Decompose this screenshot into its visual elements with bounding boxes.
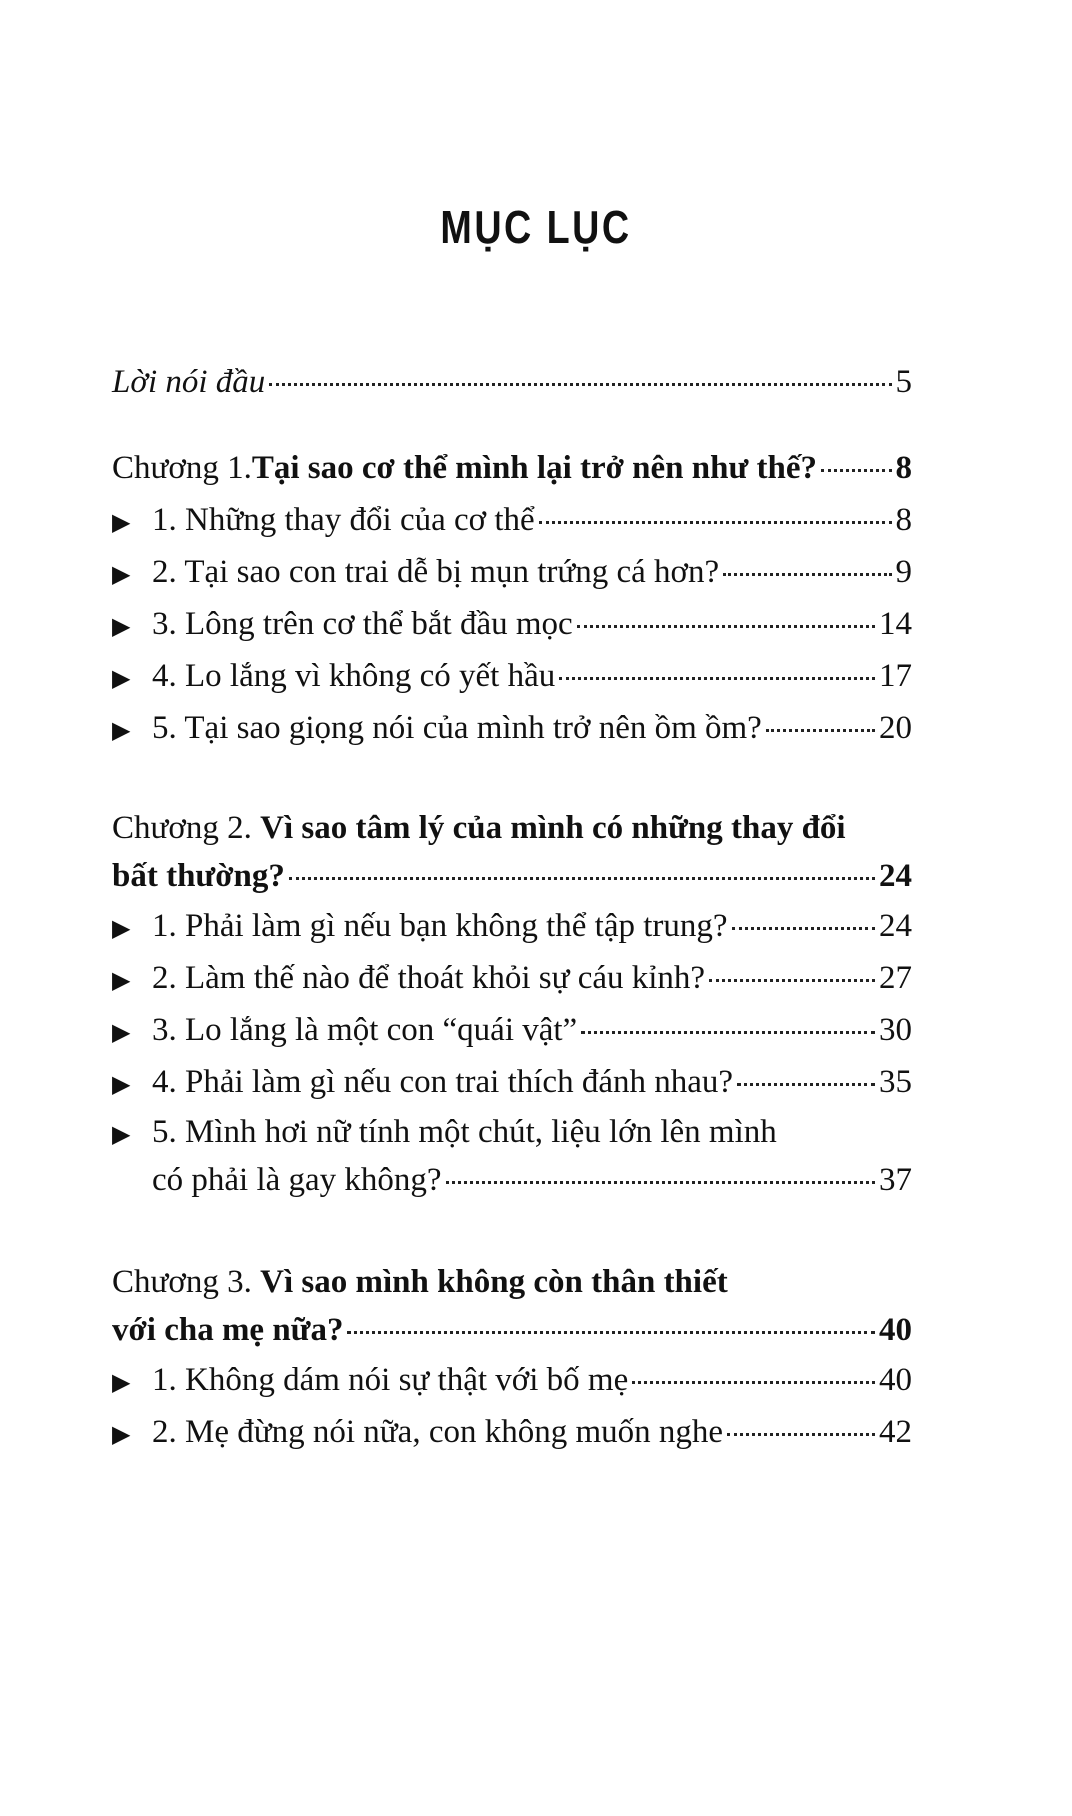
toc-entry — [112, 652, 912, 700]
entry-label: 4. Phải làm gì nếu con trai thích đánh nhau? — [152, 1064, 734, 1100]
chapter-title: bất thường? — [112, 858, 285, 894]
entry-page: 17 — [879, 658, 912, 694]
dot-leader — [559, 677, 875, 680]
entry-page: 35 — [879, 1064, 912, 1100]
triangle-bullet-icon: ▶ — [112, 1422, 131, 1448]
triangle-bullet-icon: ▶ — [112, 1370, 131, 1396]
chapter-title: với cha mẹ nữa? — [112, 1312, 344, 1348]
entry-page: 5 — [895, 364, 912, 400]
entry-label: 1. Không dám nói sự thật với bố mẹ — [152, 1362, 629, 1398]
dot-leader — [821, 469, 891, 472]
toc-entry — [112, 1108, 777, 1159]
entry-page: 30 — [879, 1012, 912, 1048]
entry-page: 24 — [879, 908, 912, 944]
dot-leader — [347, 1331, 875, 1334]
chapter-page: 40 — [879, 1312, 912, 1348]
chapter-heading-continued — [112, 852, 912, 900]
entry-label: 2. Mẹ đừng nói nữa, con không muốn nghe — [152, 1414, 724, 1450]
chapter-prefix: Chương 2. — [112, 810, 261, 846]
page-title: MỤC LỤC — [440, 201, 632, 253]
entry-page: 27 — [879, 960, 912, 996]
chapter-heading-continued — [112, 1306, 912, 1354]
entry-label: 2. Làm thế nào để thoát khỏi sự cáu kỉnh? — [152, 960, 706, 996]
entry-label: 4. Lo lắng vì không có yết hầu — [152, 658, 556, 694]
triangle-bullet-icon: ▶ — [112, 614, 131, 640]
triangle-bullet-icon: ▶ — [112, 666, 131, 692]
entry-page: 8 — [895, 502, 912, 538]
chapter-page: 8 — [895, 450, 912, 486]
dot-leader — [581, 1031, 875, 1034]
entry-label: 3. Lông trên cơ thể bắt đầu mọc — [152, 606, 573, 642]
toc-entry — [112, 704, 912, 752]
dot-leader — [577, 625, 875, 628]
entry-label: Lời nói đầu — [112, 364, 266, 400]
dot-leader — [766, 729, 875, 732]
dot-leader — [632, 1381, 875, 1384]
dot-leader — [269, 383, 891, 386]
chapter-heading — [112, 1258, 728, 1306]
toc-entry-continued — [152, 1156, 912, 1204]
triangle-bullet-icon: ▶ — [112, 1122, 131, 1148]
chapter-prefix: Chương 3. — [112, 1264, 261, 1300]
toc-entry — [112, 1006, 912, 1054]
entry-label: có phải là gay không? — [152, 1162, 442, 1198]
dot-leader — [727, 1433, 875, 1436]
chapter-title: Tại sao cơ thể mình lại trở nên như thế? — [251, 450, 818, 486]
entry-page: 20 — [879, 710, 912, 746]
dot-leader — [289, 877, 875, 880]
entry-page: 40 — [879, 1362, 912, 1398]
chapter-prefix: Chương 1. — [112, 450, 252, 486]
dot-leader — [539, 521, 892, 524]
chapter-title: Vì sao mình không còn thân thiết — [260, 1264, 728, 1300]
triangle-bullet-icon: ▶ — [112, 1072, 131, 1098]
toc-entry — [112, 1408, 912, 1456]
triangle-bullet-icon: ▶ — [112, 510, 131, 536]
triangle-bullet-icon: ▶ — [112, 562, 131, 588]
chapter-page: 24 — [879, 858, 912, 894]
chapter-heading — [112, 804, 846, 852]
entry-label: 3. Lo lắng là một con “quái vật” — [152, 1012, 578, 1048]
toc-entry — [112, 1356, 912, 1404]
dot-leader — [732, 927, 875, 930]
chapter-heading — [112, 444, 912, 492]
toc-entry — [112, 496, 912, 544]
triangle-bullet-icon: ▶ — [112, 1020, 131, 1046]
toc-entry — [112, 954, 912, 1002]
triangle-bullet-icon: ▶ — [112, 916, 131, 942]
entry-label: 2. Tại sao con trai dễ bị mụn trứng cá hơn? — [152, 554, 720, 590]
toc-entry — [112, 548, 912, 596]
dot-leader — [709, 979, 875, 982]
chapter-title: Vì sao tâm lý của mình có những thay đổi — [260, 810, 846, 846]
toc-entry — [112, 1058, 912, 1106]
dot-leader — [446, 1181, 875, 1184]
entry-label: 5. Mình hơi nữ tính một chút, liệu lớn lên mình — [152, 1114, 777, 1150]
entry-page: 14 — [879, 606, 912, 642]
entry-page: 42 — [879, 1414, 912, 1450]
triangle-bullet-icon: ▶ — [112, 718, 131, 744]
entry-page: 37 — [879, 1162, 912, 1198]
toc-entry-preface — [112, 358, 912, 406]
entry-label: 5. Tại sao giọng nói của mình trở nên ồm ồm? — [152, 710, 762, 746]
toc-entry — [112, 600, 912, 648]
dot-leader — [737, 1083, 875, 1086]
entry-label: 1. Những thay đổi của cơ thể — [152, 502, 535, 538]
triangle-bullet-icon: ▶ — [112, 968, 131, 994]
entry-label: 1. Phải làm gì nếu bạn không thể tập trung? — [152, 908, 728, 944]
dot-leader — [723, 573, 891, 576]
entry-page: 9 — [895, 554, 912, 590]
toc-entry — [112, 902, 912, 950]
